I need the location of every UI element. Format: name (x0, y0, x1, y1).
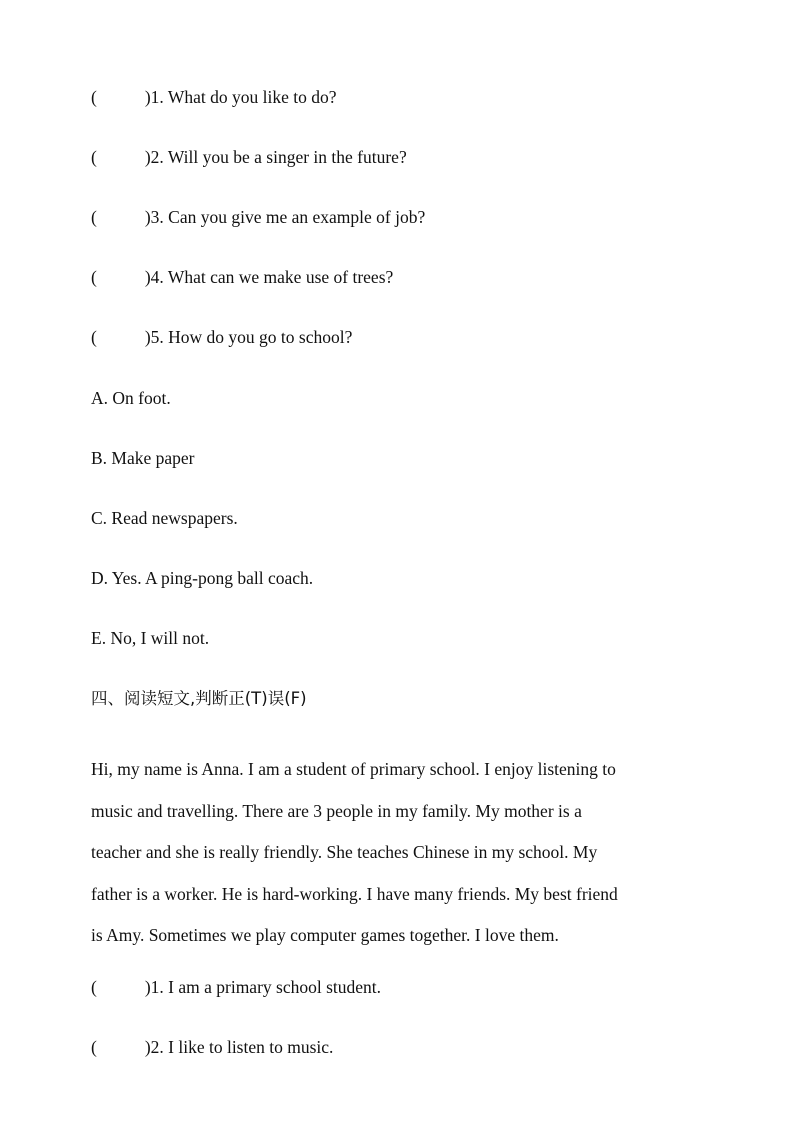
passage-line: teacher and she is really friendly. She teaches Chinese in my school. My (91, 842, 598, 862)
option-c: C. Read newspapers. (91, 508, 238, 528)
question-text: )1. I am a primary school student. (144, 977, 382, 997)
option-a: A. On foot. (91, 388, 171, 408)
option-e: E. No, I will not. (91, 628, 210, 648)
option-d: D. Yes. A ping-pong ball coach. (91, 568, 314, 588)
matching-question-5 (91, 326, 352, 348)
passage-line: is Amy. Sometimes we play computer games together. I love them. (91, 925, 559, 945)
matching-question-3 (91, 206, 425, 228)
matching-question-2 (91, 146, 407, 168)
reading-passage (91, 749, 711, 957)
question-text: )3. Can you give me an example of job? (144, 207, 426, 227)
question-text: )1. What do you like to do? (144, 87, 337, 107)
answer-bracket-open: ( (91, 207, 97, 227)
question-text: )4. What can we make use of trees? (144, 267, 394, 287)
answer-bracket-open: ( (91, 147, 97, 167)
tf-question-2 (91, 1036, 333, 1058)
matching-question-4 (91, 266, 393, 288)
question-text: )2. Will you be a singer in the future? (144, 147, 407, 167)
passage-line: music and travelling. There are 3 people in my family. My mother is a (91, 800, 582, 821)
answer-bracket-open: ( (91, 87, 97, 107)
tf-question-1 (91, 976, 381, 998)
matching-question-1 (91, 86, 336, 108)
question-text: )2. I like to listen to music. (144, 1037, 334, 1057)
section-heading: 四、阅读短文,判断正(T)误(F) (91, 689, 307, 708)
option-b: B. Make paper (91, 448, 195, 468)
answer-bracket-open: ( (91, 977, 97, 997)
answer-bracket-open: ( (91, 267, 97, 287)
answer-bracket-open: ( (91, 327, 97, 347)
answer-bracket-open: ( (91, 1037, 97, 1057)
passage-line: father is a worker. He is hard-working. I have many friends. My best friend (91, 883, 618, 904)
question-text: )5. How do you go to school? (144, 327, 353, 347)
passage-line: Hi, my name is Anna. I am a student of primary school. I enjoy listening to (91, 759, 616, 779)
